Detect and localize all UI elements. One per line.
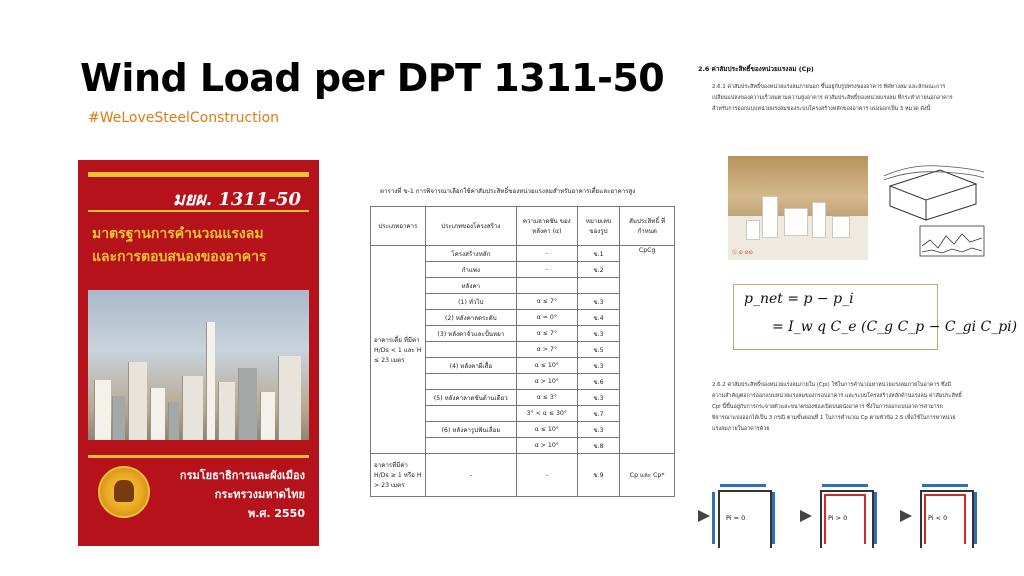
cell-figure: ข.2 <box>577 262 620 278</box>
cell-figure: ข.3 <box>577 294 620 310</box>
cover-year: พ.ศ. 2550 <box>247 507 305 520</box>
cell-slope: - <box>516 454 577 497</box>
hashtag: #WeLoveSteelConstruction <box>88 110 280 126</box>
cell-figure: ข.6 <box>577 374 620 390</box>
internal-pressure-diagram-positive <box>800 484 886 550</box>
building <box>94 380 111 440</box>
cell-slope: α ≤ 7° <box>516 326 577 342</box>
cover-agency-line2: กระทรวงมหาดไทย <box>214 488 305 501</box>
cell-structure: โครงสร้างหลัก <box>425 246 516 262</box>
table-row <box>371 454 675 497</box>
cover-lower-gold-line <box>88 455 309 458</box>
model-block <box>746 220 760 240</box>
wind-tunnel-model-photo <box>728 156 868 260</box>
header-building-type: ประเภทอาคาร <box>371 207 426 246</box>
cell-structure: หลังคา <box>425 278 516 294</box>
cover-title-line1: มาตรฐานการคำนวณแรงลม <box>92 226 264 242</box>
cell-structure: (1) ทั่วไป <box>425 294 516 310</box>
cell-figure <box>577 278 620 294</box>
building <box>218 382 235 440</box>
cell-slope: - <box>516 262 577 278</box>
cell-coefficient-high-rise: Cp และ Cp* <box>620 454 675 497</box>
paragraph-2-6-2: 2.6.2 ค่าสัมประสิทธิ์ของหน่วยแรงลมภายใน (Cpi) ใช้ในการคำนวณหาหน่วยแรงลมภายในอาคาร ซึ่งมีความสำคัญต่อการออกแบบหน่วยแรงลมของกรอบอาคาร และระบบโครงสร้างหลักด้านแรงลม ค่าสัมประสิทธิ์ Cpi นี้ขึ้นอยู่กับการกระจายตัวและขนาดของช่องเปิดบนผนังอาคาร ซึ่งในการออกแบบอาคารสามารถพิจารณาแบ่งออกได้เป็น 3 กรณี ตามขั้นตอนที่ 1 ในการคำนวณ Cp ตามหัวข้อ 2.5 เพื่อใช้ในการหาหน่วยแรงลมภายในอาคารด้วย <box>712 382 962 432</box>
internal-pressure-diagram-negative <box>900 484 986 550</box>
cell-building-low-rise: อาคารเตี้ย ที่มีค่า H/Ds < 1 และ H ≤ 23 เมตร <box>371 246 426 454</box>
photo-watermark: Ⓢ ⊙ ⊙⊙ <box>732 250 753 256</box>
cell-figure: ข.3 <box>577 422 620 438</box>
cover-gold-strip <box>88 172 309 177</box>
building <box>168 402 179 440</box>
cell-slope: α > 10° <box>516 374 577 390</box>
tower-building <box>206 322 215 440</box>
wind-arrow-icon <box>800 510 812 522</box>
cell-structure: กำแพง <box>425 262 516 278</box>
model-block <box>832 216 850 238</box>
model-block <box>812 202 826 238</box>
building <box>128 362 147 440</box>
building <box>182 376 203 440</box>
header-figure-number: หมายเลข ของรูป <box>577 207 620 246</box>
cover-title-line2: และการตอบสนองของอาคาร <box>92 249 267 265</box>
cell-figure: ข.3 <box>577 358 620 374</box>
pressure-ticks <box>974 492 977 544</box>
cover-gold-line <box>88 210 309 212</box>
cell-structure <box>425 406 516 422</box>
cell-structure: (3) หลังคาจั่วและปั้นหยา <box>425 326 516 342</box>
standard-book-cover <box>78 160 319 546</box>
internal-pressure-ticks <box>964 496 966 544</box>
diagram-label: Pi < 0 <box>928 514 948 522</box>
pressure-ticks <box>874 492 877 544</box>
cell-coefficient-low-rise: CpCg <box>620 246 675 454</box>
wind-arrow-icon <box>900 510 912 522</box>
building <box>278 356 301 440</box>
cell-slope: α ≤ 3° <box>516 390 577 406</box>
building <box>112 396 125 440</box>
net-pressure-formula <box>733 284 1018 350</box>
cell-figure: ข.1 <box>577 246 620 262</box>
cell-slope: 3° < α ≤ 30° <box>516 406 577 422</box>
coefficient-selection-table-block <box>370 186 675 497</box>
cell-building-high-rise: อาคารที่มีค่า H/Ds ≥ 1 หรือ H > 23 เมตร <box>371 454 426 497</box>
table-row <box>371 246 675 262</box>
building <box>238 368 257 440</box>
internal-pressure-ticks <box>824 496 826 544</box>
cell-slope <box>516 278 577 294</box>
cell-structure: (4) หลังคาผีเสื้อ <box>425 358 516 374</box>
cell-slope: α ≤ 10° <box>516 358 577 374</box>
header-roof-slope: ความลาดชัน ของหลังคา (α) <box>516 207 577 246</box>
cell-slope: α ≤ 7° <box>516 294 577 310</box>
pressure-ticks <box>822 484 868 487</box>
slide-title: Wind Load per DPT 1311-50 <box>80 56 665 100</box>
coefficient-selection-table <box>370 206 675 497</box>
cell-slope: α > 10° <box>516 438 577 454</box>
internal-pressure-ticks <box>864 496 866 544</box>
diagram-label: Pi > 0 <box>828 514 848 522</box>
building <box>260 392 275 440</box>
cell-structure <box>425 438 516 454</box>
pressure-ticks <box>720 484 766 487</box>
cell-structure <box>425 374 516 390</box>
pressure-ticks <box>922 484 968 487</box>
cell-figure: ข.7 <box>577 406 620 422</box>
internal-pressure-diagram-zero <box>698 484 784 550</box>
cell-structure <box>425 342 516 358</box>
cell-slope: α ≤ 10° <box>516 422 577 438</box>
header-coefficient: สัมประสิทธิ์ ที่กำหนด <box>620 207 675 246</box>
pressure-ticks <box>772 492 775 544</box>
cell-structure: (6) หลังคารูปฟันเลื่อย <box>425 422 516 438</box>
formula-line2 <box>772 319 1017 335</box>
wind-arrow-icon <box>698 510 710 522</box>
cell-structure: (2) หลังคาลดระดับ <box>425 310 516 326</box>
cell-structure: - <box>425 454 516 497</box>
header-structure-type: ประเภทของโครงสร้าง <box>425 207 516 246</box>
model-block <box>784 208 808 236</box>
cell-figure: ข.8 <box>577 438 620 454</box>
cell-structure: (5) หลังคาลาดชันด้านเดียว <box>425 390 516 406</box>
diagram-label: Pi = 0 <box>726 514 746 522</box>
internal-pressure-ticks <box>824 494 866 496</box>
internal-pressure-ticks <box>924 494 966 496</box>
cell-figure: ข.3 <box>577 390 620 406</box>
section-heading: 2.6 ค่าสัมประสิทธิ์ของหน่วยแรงลม (Cp) <box>698 65 814 73</box>
cell-slope: - <box>516 246 577 262</box>
paragraph-2-6-1: 2.6.1 ค่าสัมประสิทธิ์ของหน่วยแรงลมภายนอก ขึ้นอยู่กับรูปทรงของอาคาร ทิศทางลม และลักษณะการเปลี่ยนแปลงของความเร็วลมตามความสูงอาคาร ค่าสัมประสิทธิ์ของหน่วยแรงลม ที่กระทำภายนอกอาคาร สำหรับการออกแบบหน่วยแรงลมของระบบโครงสร้างหลักของอาคาร แบ่งออกเป็น 3 หมวด ดังนี้ <box>712 84 953 112</box>
formula-text: = I_w q C_e (C_g C_p − C_gi C_pi) <box>772 319 1018 335</box>
cover-agency-line1: กรมโยธาธิการและผังเมือง <box>179 469 305 482</box>
formula-line1 <box>744 291 854 307</box>
cover-city-photo <box>88 290 309 440</box>
table-header-row <box>371 207 675 246</box>
table-caption: ตารางที่ ข-1 การพิจารณาเลือกใช้ค่าสัมประสิทธิ์ของหน่วยแรงลมสำหรับอาคารเตี้ยและอาคารสูง <box>380 188 636 195</box>
pressure-ticks <box>712 492 715 544</box>
cell-slope: α = 0° <box>516 310 577 326</box>
cell-figure: ข.3 <box>577 326 620 342</box>
cell-figure: ข.5 <box>577 342 620 358</box>
cell-figure: ข.9 <box>577 454 620 497</box>
internal-pressure-ticks <box>924 496 926 544</box>
ministry-seal-icon <box>98 466 150 518</box>
cell-slope: α > 7° <box>516 342 577 358</box>
building <box>150 388 165 440</box>
cover-standard-code: มยผ. 1311-50 <box>172 189 301 210</box>
model-block <box>762 196 778 238</box>
formula-text: p_net = p − p_i <box>744 291 854 307</box>
sketch-background <box>882 158 986 258</box>
wind-flow-sketch <box>880 156 988 260</box>
cell-figure: ข.4 <box>577 310 620 326</box>
